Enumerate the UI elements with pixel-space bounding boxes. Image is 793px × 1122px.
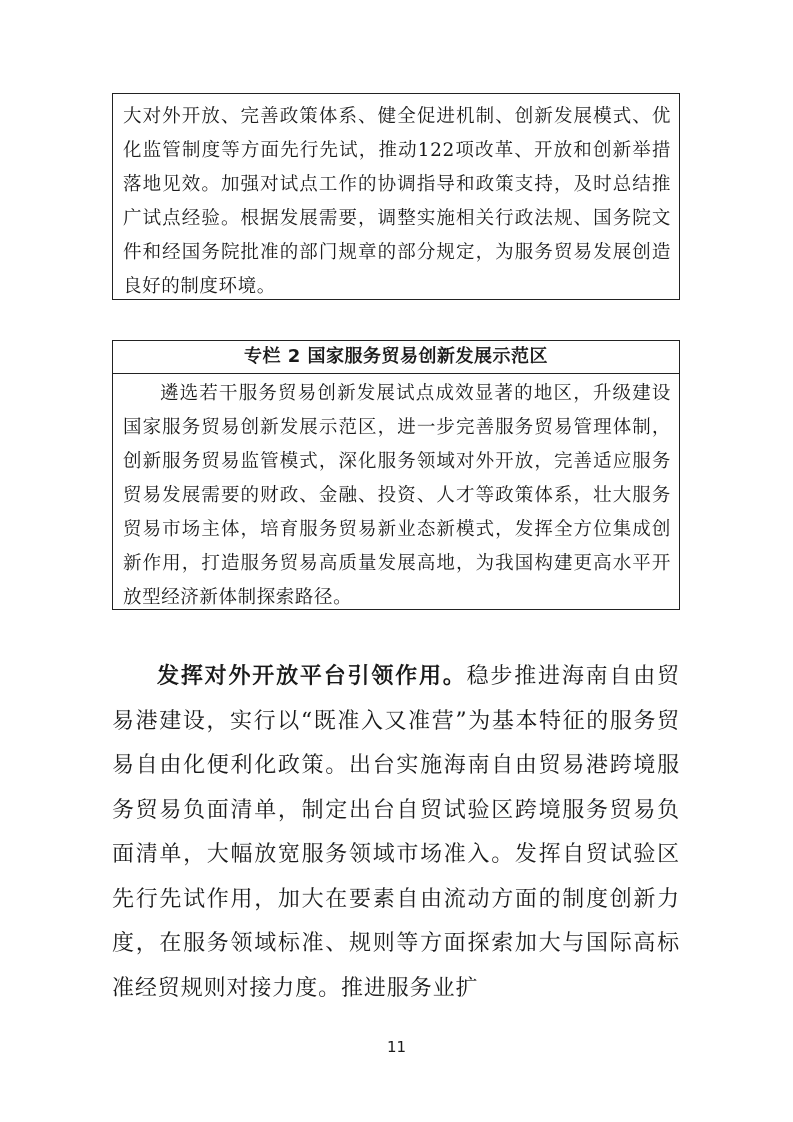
page-number: 11 (386, 1038, 407, 1056)
policy-box-text: 大对外开放、完善政策体系、健全促进机制、创新发展模式、优化监管制度等方面先行先试，推动122项改革、开放和创新举措落地见效。加强对试点工作的协调指导和政策支持，及时总结推广试点经验。根据发展需要，调整实施相关行政法规、国务院文件和经国务院批准的部门规章的部分规定，为服务贸易发展创造良好的制度环境。 (123, 106, 671, 297)
column-box-title: 专栏 2 国家服务贸易创新发展示范区 (113, 341, 679, 374)
paragraph-lead-heading: 发挥对外开放平台引领作用。 (157, 664, 467, 689)
paragraph-body-text: 稳步推进海南自由贸易港建设，实行以“既准入又准营”为基本特征的服务贸易自由化便利化政策。出台实施海南自由贸易港跨境服务贸易负面清单，制定出台自贸试验区跨境服务贸易负面清单，大幅放宽服务领域市场准入。发挥自贸试验区先行先试作用，加大在要素自由流动方面的制度创新力度，在服务领域标准、规则等方面探索加大与国际高标准经贸规则对接力度。推进服务业扩 (112, 664, 681, 1001)
column-box-text: 遴选若干服务贸易创新发展试点成效显著的地区，升级建设国家服务贸易创新发展示范区，进一步完善服务贸易管理体制，创新服务贸易监管模式，深化服务领域对外开放，完善适应服务贸易发展需要的财政、金融、投资、人才等政策体系，壮大服务贸易市场主体，培育服务贸易新业态新模式，发挥全方位集成创新作用，打造服务贸易高质量发展高地，为我国构建更高水平开放型经济新体制探索路径。 (123, 383, 671, 608)
main-paragraph (112, 655, 680, 1011)
column-box-body (113, 374, 679, 615)
column-box-2 (112, 340, 680, 610)
policy-text-box (112, 93, 680, 300)
